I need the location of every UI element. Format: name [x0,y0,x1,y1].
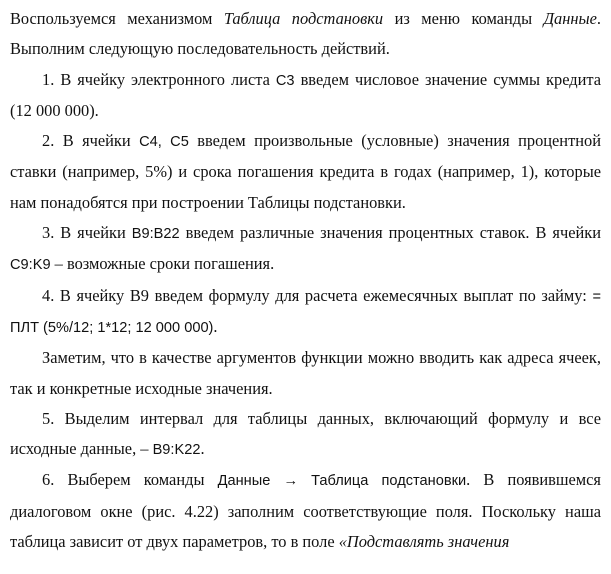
text-run: введем числовое значение суммы кредита (12 000 000). [10,69,601,120]
text-run: Заметим, что в качестве аргументов функции можно вводить как адреса ячеек, так и конкретные исходные значения. [10,348,601,398]
paragraph-step-3 [10,218,601,281]
text-run: введем произвольные (условные) значения процентной ставки (например, 5%) и срока погашения кредита в годах (например, 1), которые нам понадобятся при построении Таблицы подстановки. [10,131,601,212]
text-run: 4. В ячейку B9 введем формулу для расчета ежемесячных выплат по займу: [42,285,593,305]
paragraph-step-1 [10,65,601,127]
text-run: . [213,316,218,336]
paragraph-step-5 [10,404,601,466]
text-run: 3. В ячейки [42,223,132,243]
paragraph-note [10,343,601,404]
paragraph-step-4 [10,281,601,344]
text-run: Воспользуемся механизмом [10,9,224,28]
menu-command: Данные → Таблица подстановки [217,473,467,490]
text-run: . [200,439,205,459]
text-run: 5. Выделим интервал для таблицы данных, включающий формулу и все исходные данные, – [10,408,601,459]
cell-reference: C3 [275,72,295,89]
cell-reference: B9:B22 [131,226,180,243]
text-run: . В появившемся диалоговом окне (рис. 4.22) заполним соответствующие поля. Поскольку наша таблица зависит от двух параметров, то в поле [10,470,601,552]
cell-reference: B9:K22 [152,442,201,459]
text-run: 2. В ячейки [42,131,140,151]
text-run: . Выполним следующую последовательность действий. [10,9,601,59]
italic-term: Данные [543,9,597,28]
paragraph-step-2 [10,126,601,218]
text-run: 1. В ячейку электронного листа [42,69,276,89]
text-run: 6. Выберем команды [42,470,218,490]
text-run: из меню команды [383,9,544,28]
italic-term: Таблица подстановки [223,9,384,28]
cell-reference: C4, C5 [139,134,189,151]
text-run: введем различные значения процентных ставок. В ячейки [179,223,601,243]
paragraph-intro [10,4,601,65]
paragraph-step-6 [10,465,601,557]
formula: = ПЛТ (5%/12; 1*12; 12 000 000) [10,288,601,336]
italic-term: «Подставлять значения [338,532,510,552]
text-run: – возможные сроки погашения. [50,254,275,274]
cell-reference: C9:K9 [10,257,51,274]
